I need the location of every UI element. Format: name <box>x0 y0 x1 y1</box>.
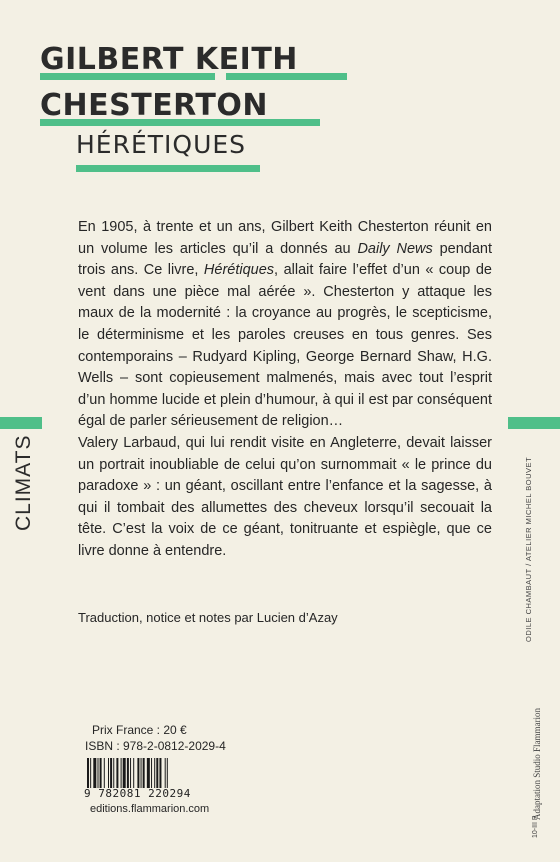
barcode-bar <box>123 758 126 788</box>
barcode-bar <box>113 758 114 788</box>
barcode-bar <box>87 758 89 788</box>
barcode <box>87 758 197 788</box>
barcode-bar <box>165 758 166 788</box>
description-text: En 1905, à trente et un ans, Gilbert Keith Chesterton réunit en un volume les articles qu’il a donnés au <box>78 219 492 257</box>
publisher-website: editions.flammarion.com <box>90 803 210 815</box>
barcode-bar <box>154 758 155 788</box>
barcode-bar <box>151 758 152 788</box>
newspaper-name: Daily News <box>357 240 433 257</box>
left-accent-bar <box>0 417 42 429</box>
description <box>78 217 492 563</box>
barcode-bar <box>100 758 102 788</box>
barcode-bar <box>133 758 134 788</box>
right-accent-bar <box>508 417 560 429</box>
isbn: ISBN : 978-2-0812-2029-4 <box>85 739 226 753</box>
barcode-bar <box>90 758 91 788</box>
barcode-bar <box>130 758 131 788</box>
barcode-bar <box>143 758 145 788</box>
highlight-heretiques <box>76 165 260 172</box>
barcode-bar <box>167 758 168 788</box>
barcode-bar <box>156 758 158 788</box>
adaptation-credit: Adaptation Studio Flammarion <box>532 708 542 820</box>
description-paragraph-2: Valery Larbaud, qui lui rendit visite en Angleterre, devait laisser un portrait inoubliable de celui qu’on surnommait « le prince du paradoxe » : un géant, oscillant entre l’enfance et la sagesse, à qui il tombait des allumettes des cheveux lorsqu’il secouait la tête. C’est la voix de ce géant, tonitruante et espiègle, que ce livre donne à entendre. <box>78 434 492 559</box>
barcode-bar <box>98 758 99 788</box>
barcode-bar <box>137 758 139 788</box>
collection-name: CLIMATS <box>12 434 35 531</box>
price: Prix France : 20 € <box>92 723 187 737</box>
barcode-number: 9 782081 220294 <box>84 787 191 800</box>
description-text: , allait faire l’effet d’un « coup de vent dans une pièce mal aérée ». Chesterton y attaque les maux de la modernité : la croyance au progrès, le scepticisme, le déterminisme et les paroles creuses en tous genres. Ses contemporains – Rudyard Kipling, George Bernard Shaw, H.G. Wells – sont copieusement malmenés, mais avec tout l’esprit d’un homme lucide et plein d’humour, à qui il est par conséquent égal de parler sérieusement de religion… <box>78 262 492 430</box>
author-name-line2: CHESTERTON <box>40 88 269 123</box>
barcode-bar <box>93 758 96 788</box>
description-text: pendant trois ans. Ce livre, <box>78 240 492 279</box>
author-name-line1: GILBERT KEITH <box>40 42 298 77</box>
barcode-bar <box>116 758 118 788</box>
barcode-bar <box>147 758 150 788</box>
description-paragraph-1 <box>78 217 492 433</box>
translation-credit: Traduction, notice et notes par Lucien d’Azay <box>78 610 338 625</box>
cover-credit: ODILE CHAMBAUT / ATELIER MICHEL BOUVET <box>524 456 533 642</box>
barcode-bar <box>159 758 161 788</box>
barcode-bar <box>110 758 112 788</box>
barcode-bar <box>121 758 122 788</box>
product-code: 10-III P <box>532 815 539 838</box>
barcode-bar <box>127 758 129 788</box>
barcode-bar <box>108 758 109 788</box>
book-title: HÉRÉTIQUES <box>76 130 247 159</box>
barcode-bar <box>141 758 142 788</box>
book-name: Hérétiques <box>203 262 275 279</box>
barcode-bar <box>104 758 105 788</box>
